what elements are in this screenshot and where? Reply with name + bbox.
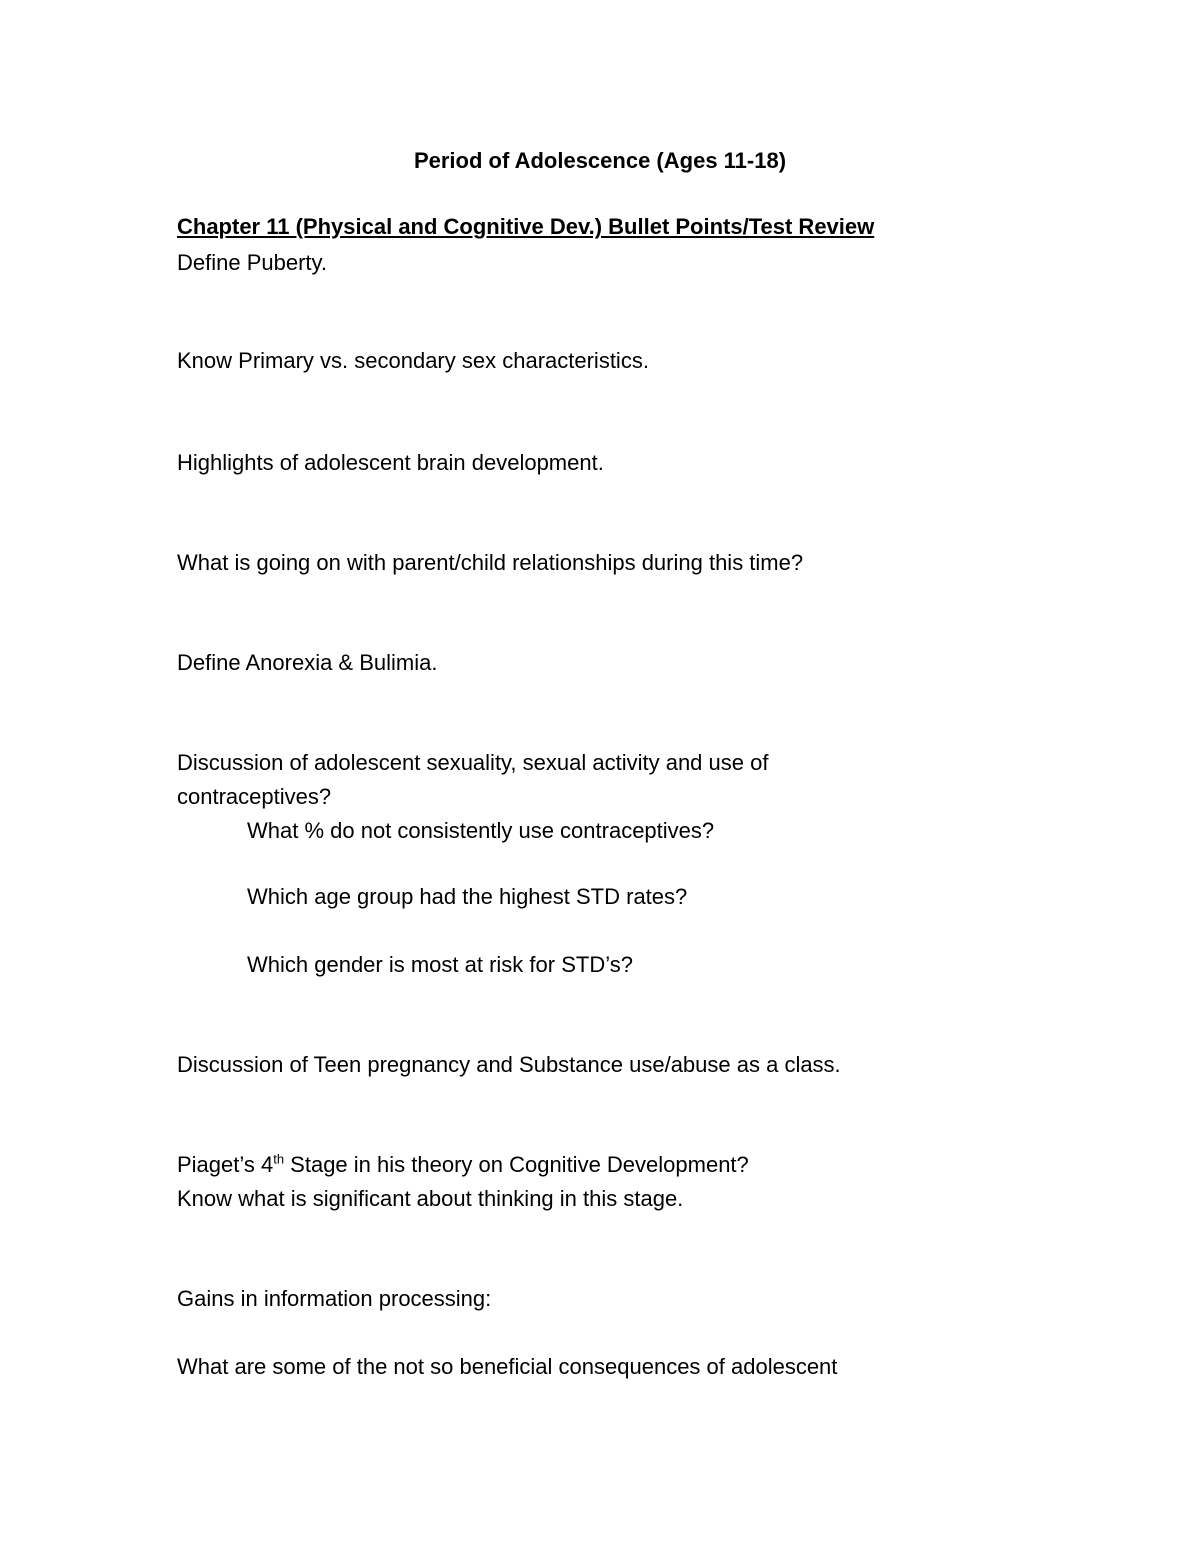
piaget-prefix: Piaget’s 4: [177, 1152, 274, 1177]
item-information-processing: Gains in information processing:: [177, 1286, 492, 1311]
subitem-std-gender: Which gender is most at risk for STD’s?: [247, 952, 633, 977]
item-sexuality-line2: contraceptives?: [177, 784, 332, 809]
item-brain-development: Highlights of adolescent brain development.: [177, 450, 604, 475]
piaget-superscript: th: [273, 1151, 285, 1167]
piaget-suffix: Stage in his theory on Cognitive Development?: [284, 1152, 749, 1177]
subitem-std-age-group: Which age group had the highest STD rates?: [247, 884, 688, 909]
item-sex-characteristics: Know Primary vs. secondary sex characteristics.: [177, 348, 649, 373]
page-title: Period of Adolescence (Ages 11-18): [413, 148, 787, 173]
item-sexuality-line1: Discussion of adolescent sexuality, sexual activity and use of: [177, 750, 769, 775]
item-parent-child: What is going on with parent/child relationships during this time?: [177, 550, 804, 575]
item-define-puberty: Define Puberty.: [177, 250, 328, 275]
item-piaget-thinking: Know what is significant about thinking in this stage.: [177, 1186, 684, 1211]
item-piaget-stage: [177, 1152, 749, 1178]
subitem-contraceptive-percent: What % do not consistently use contraceptives?: [247, 818, 715, 843]
item-teen-pregnancy: Discussion of Teen pregnancy and Substance use/abuse as a class.: [177, 1052, 841, 1077]
chapter-heading: Chapter 11 (Physical and Cognitive Dev.) Bullet Points/Test Review: [177, 214, 875, 239]
item-consequences: What are some of the not so beneficial consequences of adolescent: [177, 1354, 838, 1379]
item-eating-disorders: Define Anorexia & Bulimia.: [177, 650, 438, 675]
